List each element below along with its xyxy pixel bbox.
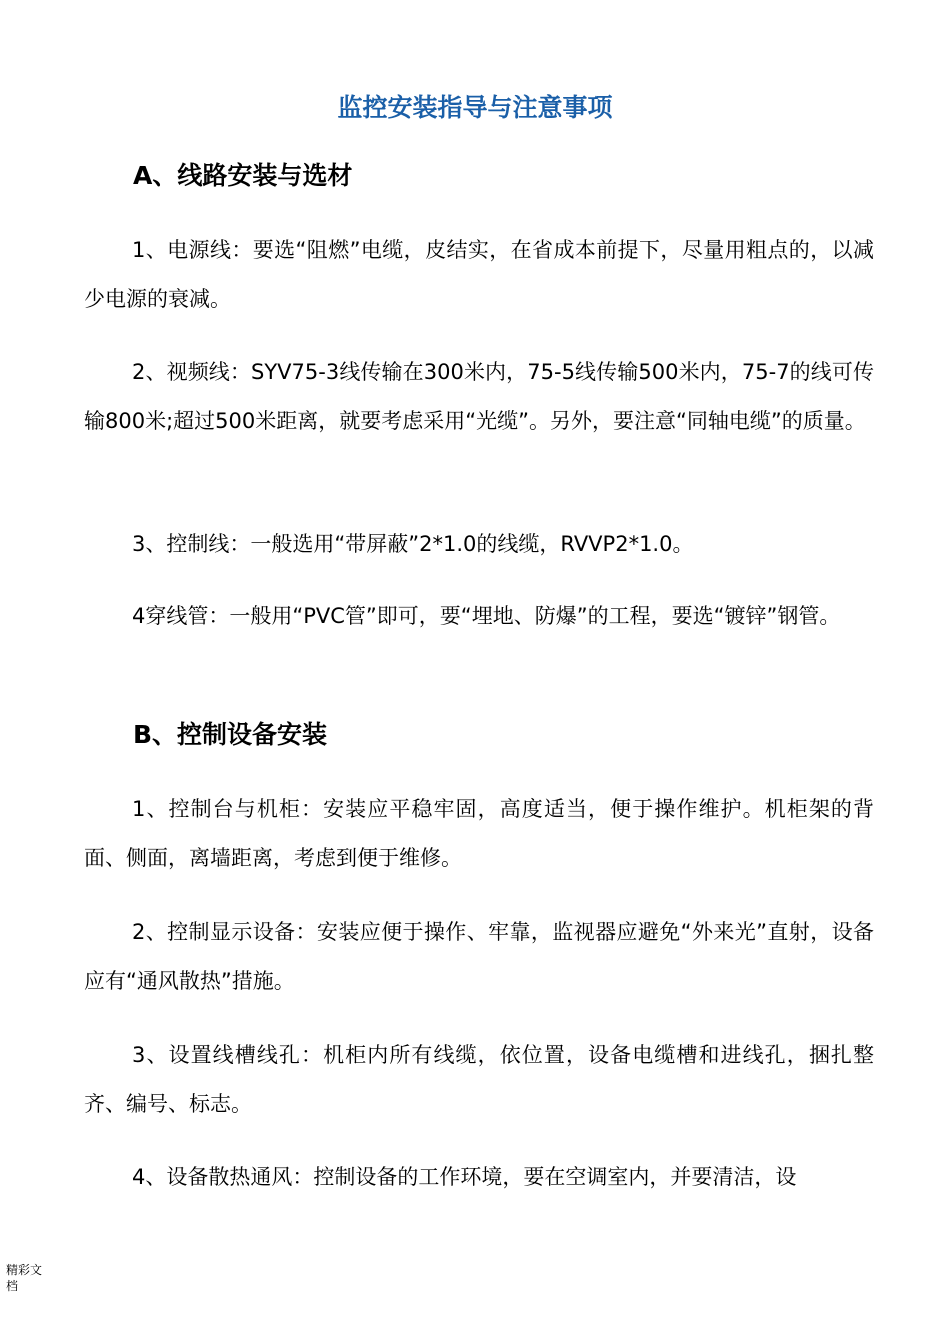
paragraph-power-cable: 1、电源线：要选“阻燃”电缆，皮结实，在省成本前提下，尽量用粗点的，以减少电源的衰减。: [84, 238, 874, 311]
paragraph-cooling-ventilation: 4、设备散热通风：控制设备的工作环境，要在空调室内，并要清洁，设: [132, 1165, 797, 1189]
section-heading-b: B、控制设备安装: [133, 720, 328, 749]
paragraph-console-cabinet: 1、控制台与机柜：安装应平稳牢固，高度适当，便于操作维护。机柜架的背面、侧面，离墙距离，考虑到便于维修。: [84, 797, 874, 870]
paragraph-video-cable: 2、视频线：SYV75-3线传输在300米内，75-5线传输500米内，75-7的线可传输800米;超过500米距离，就要考虑采用“光缆”。另外，要注意“同轴电缆”的质量。: [84, 360, 874, 433]
section-heading-a: A、线路安装与选材: [133, 161, 353, 190]
footer-watermark-text: 精彩文档: [6, 1263, 43, 1293]
paragraph-cable-trays: 3、设置线槽线孔：机柜内所有线缆，依位置，设备电缆槽和进线孔，捆扎整齐、编号、标志。: [84, 1043, 874, 1116]
paragraph-control-cable: 3、控制线：一般选用“带屏蔽”2*1.0的线缆，RVVP2*1.0。: [132, 532, 694, 556]
paragraph-conduit: 4穿线管：一般用“PVC管”即可，要“埋地、防爆”的工程，要选“镀锌”钢管。: [132, 604, 841, 628]
paragraph-display-equipment: 2、控制显示设备：安装应便于操作、牢靠，监视器应避免“外来光”直射，设备应有“通风散热”措施。: [84, 920, 874, 993]
document-title: 监控安装指导与注意事项: [337, 93, 613, 122]
